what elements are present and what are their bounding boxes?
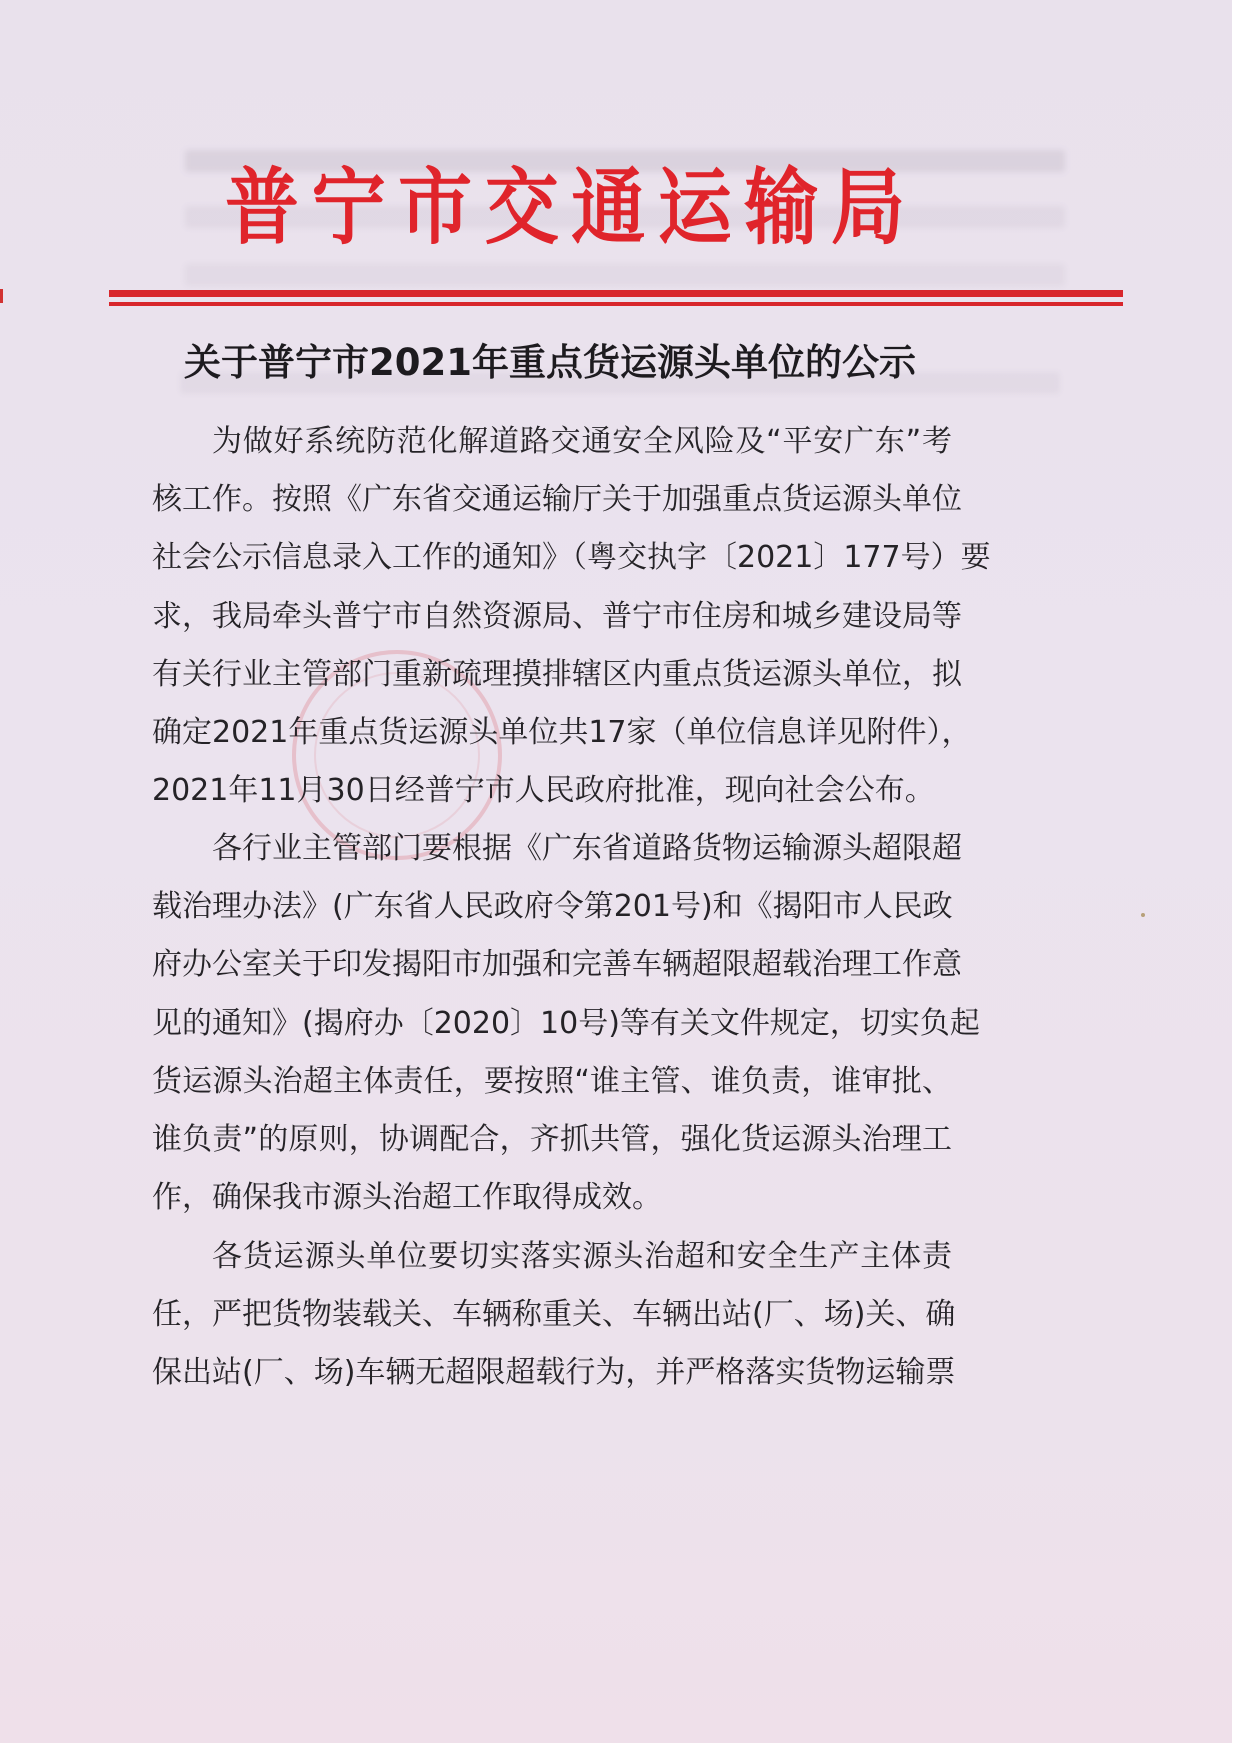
issuer-char: 市 xyxy=(398,159,473,257)
body-line: 府办公室关于印发揭阳市加强和完善车辆超限超载治理工作意 xyxy=(152,947,962,982)
body-line: 核工作。按照《广东省交通运输厅关于加强重点货运源头单位 xyxy=(152,482,962,517)
body-line: 见的通知》(揭府办〔2020〕10号)等有关文件规定，切实负起 xyxy=(152,1006,980,1041)
body-line: 求，我局牵头普宁市自然资源局、普宁市住房和城乡建设局等 xyxy=(152,599,962,634)
issuer-char: 输 xyxy=(744,159,819,257)
body-line: 2021年11月30日经普宁市人民政府批准，现向社会公布。 xyxy=(152,773,935,808)
issuer-char: 普 xyxy=(225,159,299,257)
document-title: 关于普宁市2021年重点货运源头单位的公示 xyxy=(184,341,916,384)
body-line: 确定2021年重点货运源头单位共17家（单位信息详见附件）， xyxy=(152,715,972,750)
body-line: 载治理办法》(广东省人民政府令第201号)和《揭阳市人民政 xyxy=(152,889,953,924)
issuer-char: 运 xyxy=(657,159,732,257)
paper-speck xyxy=(1141,913,1145,917)
body-line: 为做好系统防范化解道路交通安全风险及“平安广东”考 xyxy=(212,424,952,459)
margin-mark xyxy=(0,289,3,303)
issuer-char: 宁 xyxy=(311,159,386,257)
body-line: 各货运源头单位要切实落实源头治超和安全生产主体责 xyxy=(212,1239,952,1274)
seal-inner-ring xyxy=(314,672,480,838)
issuer-char: 交 xyxy=(484,159,559,257)
issuer-char: 局 xyxy=(830,159,905,257)
body-line: 保出站(厂、场)车辆无超限超载行为，并严格落实货物运输票 xyxy=(152,1355,956,1390)
issuer-header xyxy=(225,159,905,257)
body-line: 谁负责”的原则，协调配合，齐抓共管，强化货运源头治理工 xyxy=(152,1122,952,1157)
body-line: 货运源头治超主体责任，要按照“谁主管、谁负责，谁审批、 xyxy=(152,1064,952,1099)
body-line: 作，确保我市源头治超工作取得成效。 xyxy=(152,1180,662,1215)
header-rule-thin xyxy=(109,302,1123,306)
body-line: 有关行业主管部门重新疏理摸排辖区内重点货运源头单位，拟 xyxy=(152,657,962,692)
body-line: 各行业主管部门要根据《广东省道路货物运输源头超限超 xyxy=(212,831,962,866)
body-line: 社会公示信息录入工作的通知》（粤交执字〔2021〕177号）要 xyxy=(152,540,991,575)
issuer-char: 通 xyxy=(571,159,646,257)
body-line: 任，严把货物装载关、车辆称重关、车辆出站(厂、场)关、确 xyxy=(152,1297,956,1332)
header-rule-thick xyxy=(109,290,1123,297)
bleed-through-text xyxy=(185,264,1065,286)
